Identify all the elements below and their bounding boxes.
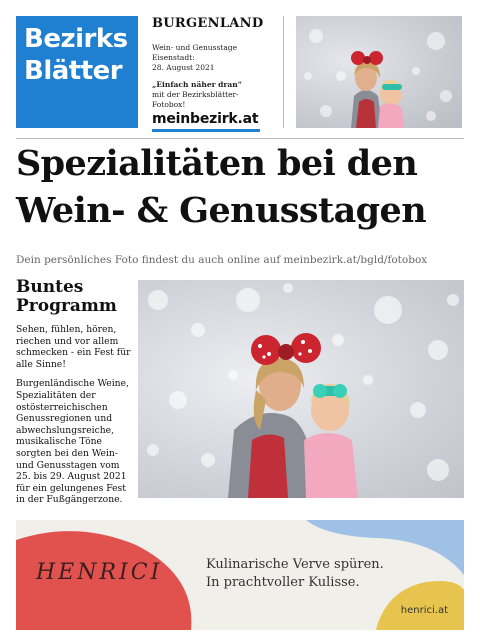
logo-line-2: Blätter [24, 56, 123, 86]
masthead-rule [16, 138, 464, 139]
slogan: „Einfach näher dran“ [152, 80, 242, 89]
site-underline [152, 129, 260, 132]
ad-line-1: Kulinarische Verve spüren. [206, 557, 384, 572]
ad-copy [206, 556, 384, 592]
henrici-logo: HENRICI [36, 560, 163, 585]
event-name: Wein- und Genusstage [152, 43, 238, 52]
page-headline [16, 140, 466, 234]
article-kicker: Buntes Programm [16, 277, 117, 316]
ad-url[interactable]: henrici.at [400, 605, 448, 616]
region-label: BURGENLAND [152, 16, 264, 31]
henrici-advertisement[interactable] [16, 520, 464, 630]
masthead-divider [283, 16, 284, 128]
headline-subline: Dein persönliches Foto findest du auch online auf meinbezirk.at/bgld/fotobox [16, 254, 428, 266]
headline-line-1: Spezialitäten bei den [16, 143, 418, 184]
slogan-sub: mit der Bezirksblätter-Fotobox! [152, 90, 239, 109]
thumbnail-photo-illustration [296, 16, 462, 128]
article-intro: Sehen, fühlen, hören, riechen und vor allem schmecken - ein Fest für alle Sinne! [16, 324, 131, 370]
logo-line-1: Bezirks [24, 24, 128, 54]
event-date: 28. August 2021 [152, 63, 215, 72]
headline-line-2: Wein- & Genusstagen [16, 190, 427, 231]
ad-line-2: In prachtvoller Kulisse. [206, 575, 360, 590]
article-column [16, 278, 134, 506]
fotobox-photo [138, 280, 464, 498]
event-location: Eisenstadt: [152, 53, 195, 62]
site-link[interactable]: meinbezirk.at [152, 111, 259, 127]
fotobox-photo-illustration [138, 280, 464, 498]
masthead-info [152, 16, 270, 127]
article-body: Burgenländische Weine, Spezialitäten der ostösterreichischen Genussregionen und abwechslungsreiche, musikalische Töne sorgten bei den Wein- und Genusstagen vom 25. bis 29. August 2021 für ein gelungenes Fest in der Fußgängerzone. [16, 378, 129, 506]
thumbnail-photo [296, 16, 462, 128]
bezirksblaetter-logo[interactable] [16, 16, 138, 128]
